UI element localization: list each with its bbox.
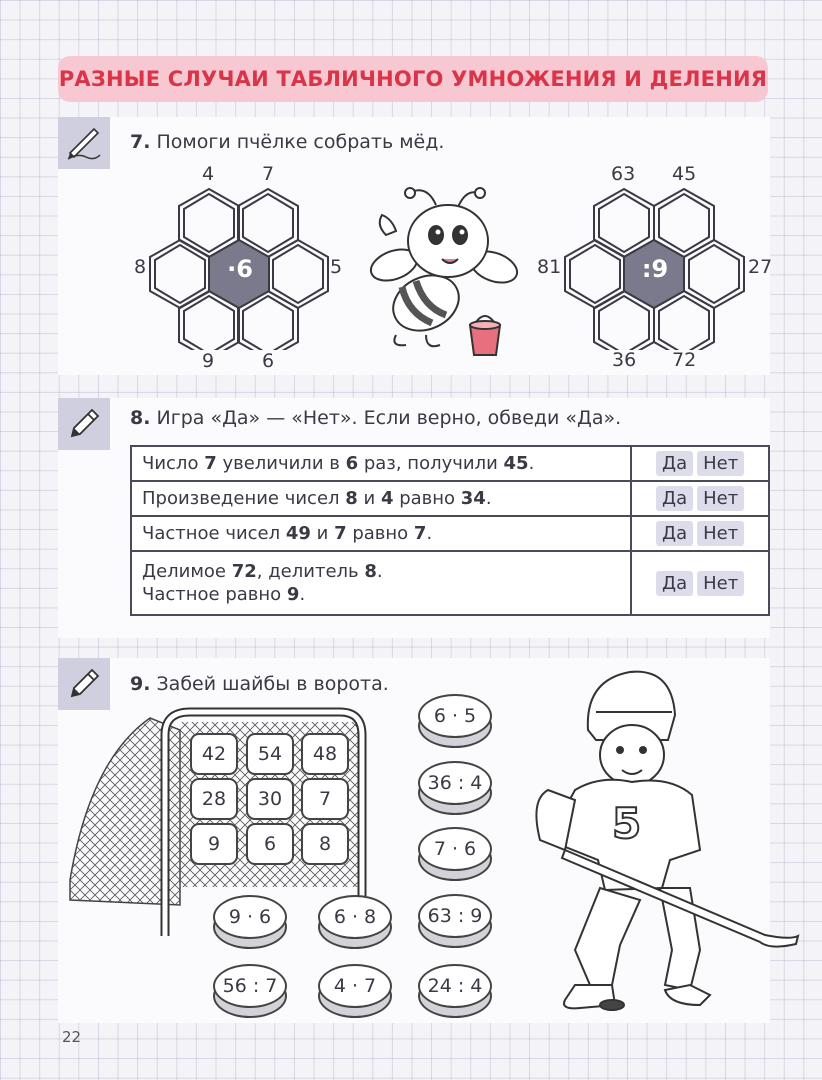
task9-text: Забей шайбы в ворота. (156, 673, 389, 695)
goal-number-cell (301, 733, 349, 775)
yes-no-table (130, 445, 770, 616)
task7-number: 7. (130, 131, 151, 153)
goal-number: 7 (318, 788, 332, 810)
yes-no-row (131, 551, 769, 615)
left-hive-label-bottom-right: 6 (262, 350, 275, 372)
honey-bucket (470, 316, 500, 355)
answer-cell (631, 446, 769, 481)
task8-text: Игра «Да» — «Нет». Если верно, обведи «Да». (156, 407, 622, 429)
statement-number: 8 (364, 561, 377, 582)
no-option[interactable]: Нет (697, 451, 744, 476)
statement-text: раз, получили (358, 453, 504, 474)
goal-number: 42 (201, 743, 227, 765)
left-hive-label-top-right: 7 (262, 163, 275, 185)
right-hive-label-left: 81 (537, 256, 562, 278)
puck-expression: 6 · 5 (433, 705, 477, 727)
task8-number: 8. (130, 407, 151, 429)
statement-text: Число (142, 453, 205, 474)
goal-number-cell (301, 778, 349, 820)
statement-text: равно (346, 523, 414, 544)
right-hive-cell-right (684, 240, 744, 308)
statement-text: Частное чисел (142, 523, 286, 544)
statement-text: и (357, 488, 381, 509)
chapter-title-banner (58, 56, 768, 102)
goal-number-cell (190, 823, 238, 865)
statement-number: 4 (380, 488, 394, 509)
statement-text: Частное равно (142, 584, 287, 605)
right-hive-label-right: 27 (748, 256, 773, 278)
goal-number: 30 (257, 788, 283, 810)
task7-icon-box (58, 117, 110, 169)
puck[interactable] (418, 827, 492, 881)
yes-option[interactable]: Да (656, 521, 693, 546)
yes-option[interactable]: Да (656, 571, 693, 596)
statement-text: Делимое (142, 561, 232, 582)
statement-text: равно (393, 488, 461, 509)
goal-number: 54 (257, 743, 283, 765)
goal-number-cell (246, 733, 294, 775)
answer-cell (631, 481, 769, 516)
statement-text: . (485, 488, 492, 509)
statement-cell (131, 516, 631, 551)
statement-number: 49 (285, 523, 311, 544)
left-hive-center-label: ·6 (227, 255, 253, 283)
statement-number: 7 (334, 523, 347, 544)
task8-title (130, 407, 621, 429)
puck-expression: 63 : 9 (427, 905, 483, 927)
page-number: 22 (62, 1028, 82, 1046)
pencil-icon (66, 406, 102, 442)
hockey-player-illustration (525, 665, 805, 1017)
answer-cell (631, 551, 769, 615)
goal-number: 6 (263, 833, 277, 855)
puck[interactable] (318, 895, 392, 949)
puck[interactable] (318, 964, 392, 1018)
puck[interactable] (418, 894, 492, 948)
goal-number-cell (246, 778, 294, 820)
no-option[interactable]: Нет (697, 571, 744, 596)
right-hive-label-bottom-left: 36 (612, 349, 637, 371)
puck[interactable] (213, 964, 287, 1018)
statement-text: . (426, 523, 433, 544)
left-hive-cell-left (150, 240, 210, 308)
goal-number-cell (190, 733, 238, 775)
statement-text: . (528, 453, 535, 474)
puck[interactable] (418, 761, 492, 815)
task9-number: 9. (130, 673, 151, 695)
left-hive-label-bottom-left: 9 (202, 350, 215, 372)
left-hive-cell-right (268, 240, 328, 308)
goal-number-cell (246, 823, 294, 865)
writing-hand-icon (64, 123, 104, 163)
puck[interactable] (418, 964, 492, 1018)
right-hive-cell-left (565, 240, 625, 308)
task8-icon-box (58, 398, 110, 450)
left-hive-label-top-left: 4 (202, 163, 215, 185)
statement-number: 72 (231, 561, 257, 582)
statement-text: . (299, 584, 306, 605)
player-face (600, 725, 664, 785)
statement-number: 7 (204, 453, 217, 474)
puck[interactable] (213, 895, 287, 949)
answer-cell (631, 516, 769, 551)
goal-number-cell (190, 778, 238, 820)
right-hive-label-top-right: 45 (672, 163, 697, 185)
goal-number: 8 (318, 833, 332, 855)
statement-cell (131, 481, 631, 516)
right-hive-label-top-left: 63 (611, 163, 636, 185)
statement-number: 8 (345, 488, 358, 509)
pencil-icon (66, 666, 102, 702)
statement-number: 6 (345, 453, 359, 474)
puck[interactable] (418, 694, 492, 748)
goal-number: 9 (207, 833, 221, 855)
statement-cell (131, 446, 631, 481)
statement-text: , делитель (256, 561, 365, 582)
puck-expression: 56 : 7 (222, 975, 278, 997)
hockey-puck (600, 1000, 624, 1010)
statement-text: увеличили в (216, 453, 346, 474)
statement-cell (131, 551, 631, 615)
jersey-number: 5 (612, 799, 642, 848)
yes-no-row (131, 516, 769, 551)
task7-title (130, 131, 444, 153)
puck-expression: 6 · 8 (333, 906, 377, 928)
goal-number: 48 (312, 743, 338, 765)
goal-number: 28 (201, 788, 227, 810)
goal-number-cell (301, 823, 349, 865)
statement-text: и (310, 523, 335, 544)
puck-expression: 24 : 4 (427, 975, 483, 997)
statement-text: . (376, 561, 383, 582)
statement-number: 7 (413, 523, 427, 544)
no-option[interactable]: Нет (697, 521, 744, 546)
no-option[interactable]: Нет (697, 486, 744, 511)
yes-no-row (131, 446, 769, 481)
task9-title (130, 673, 389, 695)
statement-number: 9 (286, 584, 300, 605)
chapter-title: РАЗНЫЕ СЛУЧАИ ТАБЛИЧНОГО УМНОЖЕНИЯ И ДЕЛЕНИЯ (58, 67, 768, 91)
right-hive-label-bottom-right: 72 (672, 349, 697, 371)
puck-expression: 36 : 4 (427, 772, 483, 794)
puck-expression: 9 · 6 (228, 906, 272, 928)
yes-option[interactable]: Да (656, 451, 693, 476)
bee-illustration (366, 185, 524, 360)
statement-number: 34 (460, 488, 486, 509)
puck-expression: 4 · 7 (333, 975, 377, 997)
left-hive-label-right: 5 (330, 256, 343, 278)
statement-number: 45 (503, 453, 529, 474)
puck-expression: 7 · 6 (433, 838, 477, 860)
left-hive-label-left: 8 (134, 256, 147, 278)
task7-text: Помоги пчёлке собрать мёд. (156, 131, 445, 153)
statement-text: Произведение чисел (142, 488, 346, 509)
yes-no-row (131, 481, 769, 516)
right-hive-center-label: :9 (641, 255, 669, 283)
yes-option[interactable]: Да (656, 486, 693, 511)
